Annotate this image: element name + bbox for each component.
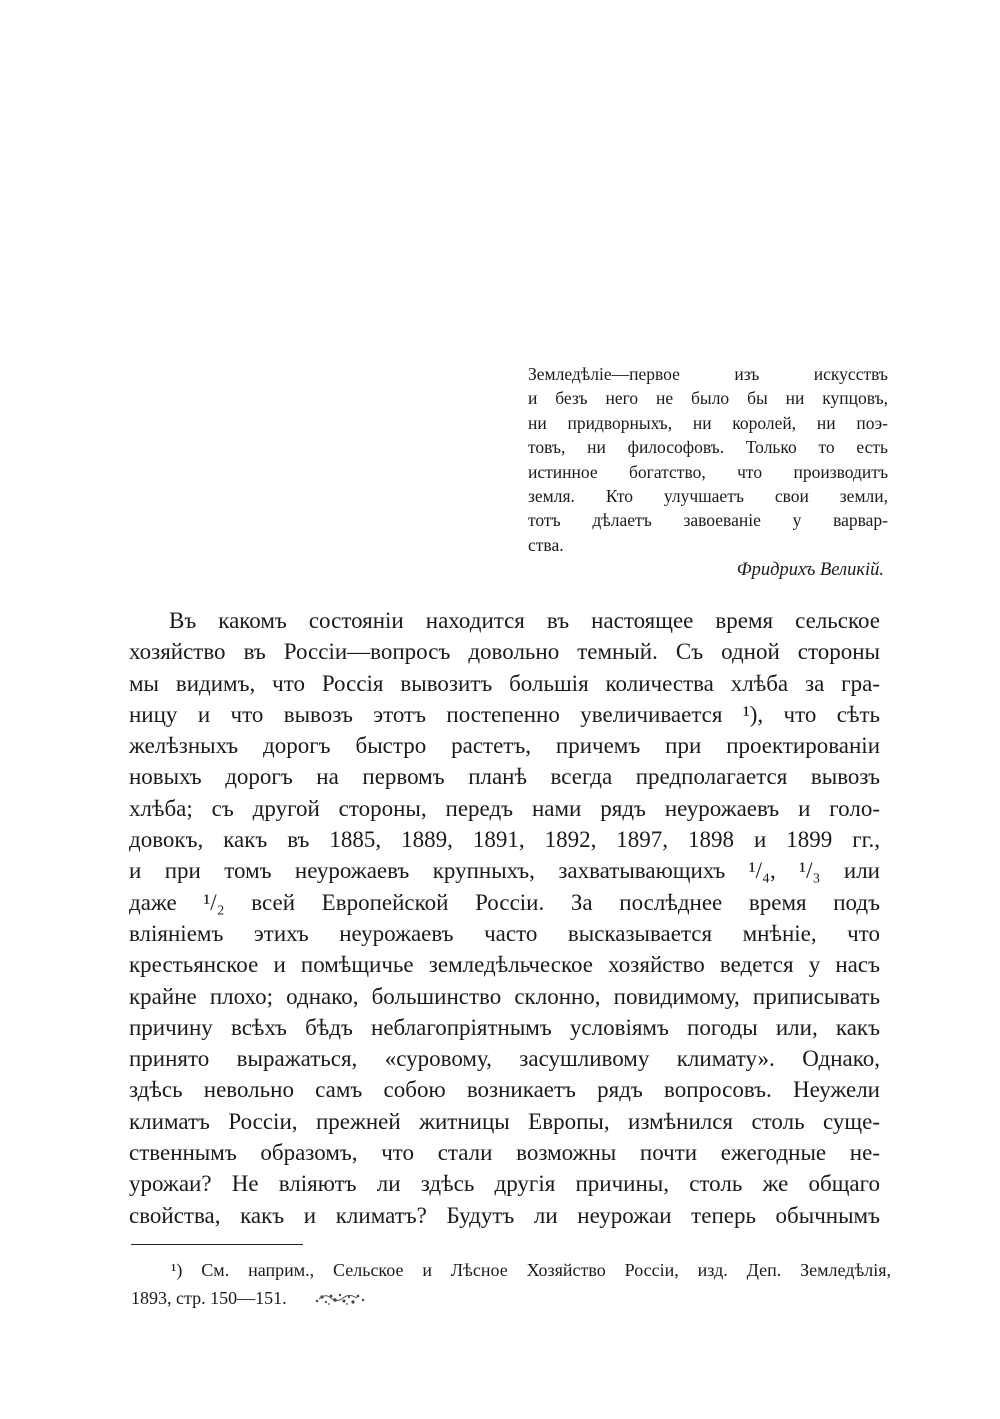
body-line: свойства, какъ и климатъ? Будутъ ли неурожаи теперь обычнымъ [129, 1202, 880, 1228]
epigraph-line: ни придворныхъ, ни королей, ни поэ- [528, 412, 888, 433]
epigraph-line: истинное богатство, что производитъ [528, 461, 888, 482]
body-line: вліяніемъ этихъ неурожаевъ часто высказывается мнѣніе, что [129, 920, 880, 946]
epigraph-line: Земледѣліе—первое изъ искусствъ [528, 364, 888, 384]
body-line: ственнымъ образомъ, что стали возможны почти ежегодные не- [129, 1140, 880, 1166]
body-paragraph [129, 605, 880, 1231]
epigraph-line: ства. [528, 534, 564, 555]
body-line: довокъ, какъ въ 1885, 1889, 1891, 1892, 1897, 1898 и 1899 гг., [129, 827, 880, 853]
epigraph-line: земля. Кто улучшаетъ свои земли, [528, 485, 888, 506]
body-line: даже ¹/₂ всей Европейской Россіи. За послѣднее время подъ [129, 889, 880, 915]
body-line: здѣсь невольно самъ собою возникаетъ рядъ вопросовъ. Неужели [129, 1077, 880, 1103]
epigraph-line: и безъ него не было бы ни купцовъ, [528, 388, 888, 409]
body-line: новыхъ дорогъ на первомъ планѣ всегда предполагается вывозъ [129, 764, 880, 790]
body-line: хлѣба; съ другой стороны, передъ нами рядъ неурожаевъ и голо- [129, 795, 880, 821]
footnote-line: 1893, стр. 150—151. [131, 1288, 287, 1308]
body-line: принято выражаться, «суровому, засушливому климату». Однако, [129, 1046, 880, 1072]
epigraph-author: Фридрихъ Великій. [736, 560, 884, 581]
body-line: причину всѣхъ бѣдъ неблагопріятнымъ условіямъ погоды или, какъ [129, 1014, 880, 1040]
body-line: и при томъ неурожаевъ крупныхъ, захватывающихъ ¹/₄, ¹/₃ или [129, 858, 880, 884]
body-line: ницу и что вывозъ этотъ постепенно увеличивается ¹), что сѣть [129, 701, 880, 727]
epigraph-line: товъ, ни философовъ. Только то есть [528, 437, 888, 458]
footnote [131, 1256, 891, 1312]
body-line: урожаи? Не вліяютъ ли здѣсь другія причины, столь же общаго [129, 1171, 880, 1197]
epigraph-line: тотъ дѣлаетъ завоеваніе у варвар- [528, 510, 888, 531]
body-line: хозяйство въ Россіи—вопросъ довольно темный. Съ одной стороны [129, 639, 880, 665]
footnote-line: ¹) См. наприм., Сельское и Лѣсное Хозяйство Россіи, изд. Деп. Земледѣлія, [171, 1260, 891, 1280]
epigraph [528, 362, 888, 583]
body-line: климатъ Россіи, прежней житницы Европы, измѣнился столь суще- [129, 1108, 880, 1134]
body-line: крестьянское и помѣщичье земледѣльческое хозяйство ведется у насъ [129, 952, 880, 978]
body-line: крайне плохо; однако, большинство склонно, повидимому, приписывать [129, 983, 880, 1009]
footnote-divider [131, 1244, 303, 1245]
body-line: желѣзныхъ дорогъ быстро растетъ, причемъ при проектированіи [129, 733, 880, 759]
body-line: Въ какомъ состояніи находится въ настоящее время сельское [169, 608, 880, 633]
ornament-icon [313, 1289, 369, 1307]
body-line: мы видимъ, что Россія вывозитъ большія количества хлѣба за гра- [129, 670, 880, 696]
